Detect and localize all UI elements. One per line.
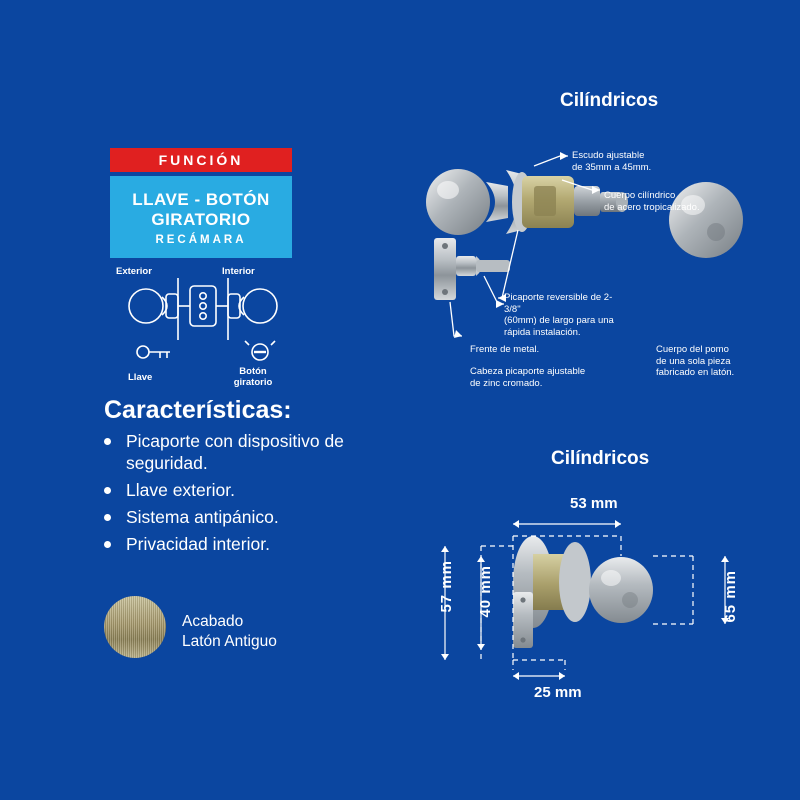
callout-picaporte-line1: Picaporte reversible de 2-3/8" (504, 292, 613, 315)
schematic-turnknob-label (218, 366, 288, 388)
schematic-interior-label: Interior (222, 266, 255, 277)
callout-pomo-line2: de una sola pieza (656, 355, 731, 367)
knob-dimensions-icon (425, 510, 755, 690)
callout-escudo-line2: de 35mm a 45mm. (572, 161, 652, 173)
dimension-width-bottom: 25 mm (534, 684, 582, 701)
callout-escudo (572, 150, 651, 173)
schematic-turnknob-label-line2: giratorio (233, 377, 273, 388)
funcion-badge-label: FUNCIÓN (158, 152, 244, 168)
finish-label-line2: Latón Antiguo (182, 633, 277, 650)
section-title-exploded: Cilíndricos (560, 90, 659, 111)
callout-picaporte-line3: rápida instalación. (504, 326, 581, 338)
function-line-1: LLAVE - BOTÓN (132, 190, 270, 209)
schematic-key-label: Llave (128, 372, 153, 383)
dimension-width-top: 53 mm (570, 495, 618, 512)
function-line-2: GIRATORIO (151, 210, 251, 229)
schematic-exterior-label: Exterior (116, 266, 152, 277)
callout-picaporte-line2: (60mm) de largo para una (504, 315, 614, 326)
features-title: Características: (104, 396, 292, 424)
list-item: Llave exterior. (100, 479, 360, 501)
callout-escudo-line1: Escudo ajustable (572, 150, 645, 161)
section-title-dimensions: Cilíndricos (551, 448, 650, 469)
list-item: Picaporte con dispositivo de seguridad. (100, 430, 360, 474)
schematic-turnknob-label-line1: Botón (239, 366, 267, 377)
lock-schematic-diagram (110, 266, 296, 388)
callout-frente-line1: Frente de metal. (470, 344, 540, 355)
finish-color-swatch (104, 596, 166, 658)
callout-cabeza-line2: de zinc cromado. (470, 377, 543, 389)
funcion-badge (110, 148, 292, 172)
finish-label (182, 612, 277, 652)
function-room-label: RECÁMARA (155, 234, 247, 246)
list-item: Privacidad interior. (100, 533, 360, 555)
dimension-height-inner: 40 mm (477, 565, 494, 618)
function-type-box (110, 176, 292, 258)
callout-cuerpo-pomo (656, 344, 756, 379)
dimensioned-product-illustration (425, 510, 755, 690)
callout-cuerpo-line1: Cuerpo cilíndrico (604, 190, 676, 201)
dimension-height-outer: 57 mm (438, 560, 455, 613)
callout-cuerpo-line2: de acero tropicalizado. (604, 201, 700, 213)
callout-pomo-line3: fabricado en latón. (656, 367, 735, 378)
callout-cabeza-line1: Cabeza picaporte ajustable (470, 366, 586, 377)
features-list (100, 430, 360, 560)
callout-frente-metal (470, 344, 539, 356)
finish-label-line1: Acabado (182, 613, 244, 630)
list-item: Sistema antipánico. (100, 506, 360, 528)
dimension-height-right: 65 mm (722, 570, 739, 623)
callout-pomo-line1: Cuerpo del pomo (656, 344, 729, 355)
schematic-drawing-icon (110, 266, 296, 366)
callout-cabeza-picaporte (470, 366, 600, 389)
callout-picaporte (504, 292, 624, 338)
callout-cuerpo-cilindrico (604, 190, 700, 213)
